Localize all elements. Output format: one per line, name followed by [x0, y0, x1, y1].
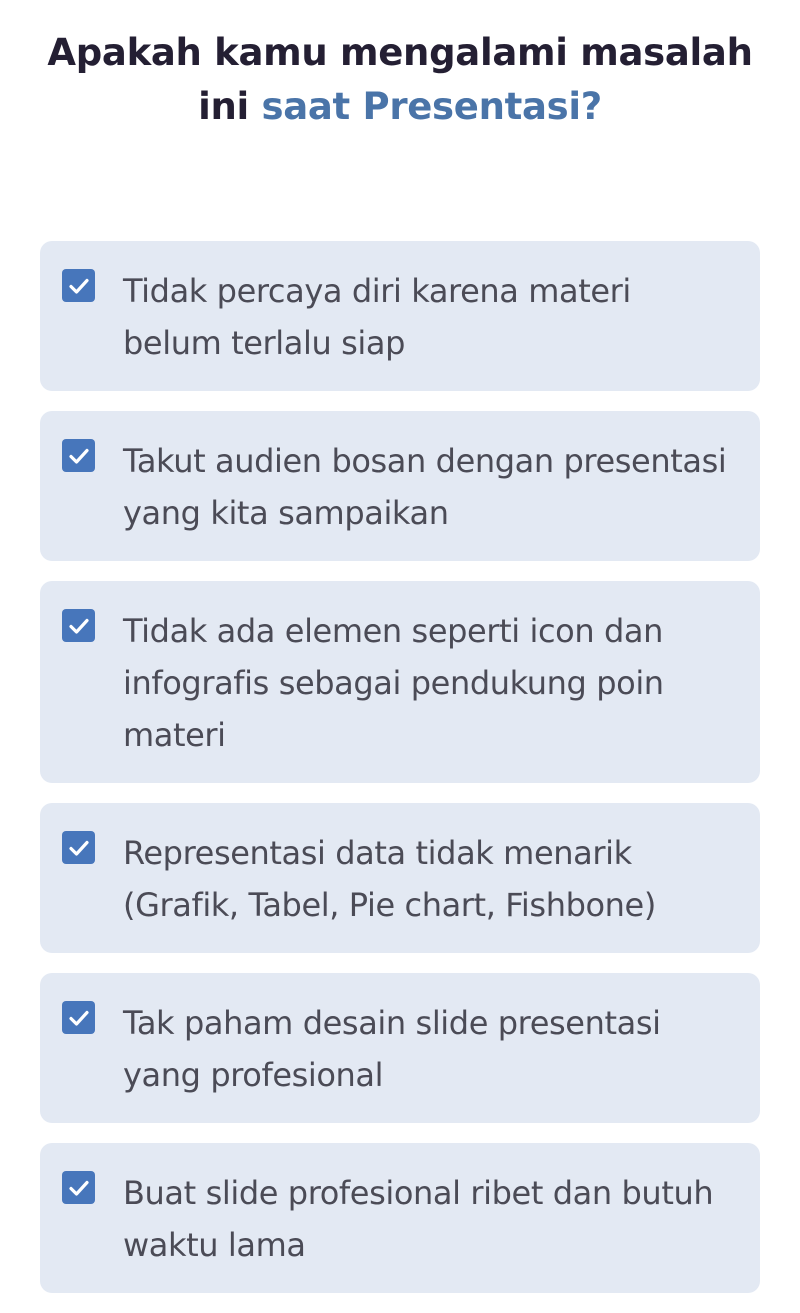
problem-card: [40, 1143, 760, 1293]
problem-card: [40, 411, 760, 561]
checkbox-checked-icon: [62, 609, 95, 642]
title-line-1: Apakah kamu mengalami masalah: [47, 31, 753, 74]
page-title: [0, 0, 800, 134]
checkbox-checked-icon: [62, 269, 95, 302]
problem-text: Buat slide profesional ribet dan butuh waktu lama: [123, 1174, 714, 1264]
checkbox-checked-icon: [62, 1001, 95, 1034]
problem-list: [40, 241, 760, 1313]
problem-text: Takut audien bosan dengan presentasi yang kita sampaikan: [123, 442, 727, 532]
problem-text: Tidak ada elemen seperti icon dan infografis sebagai pendukung poin materi: [123, 612, 664, 754]
problem-card: [40, 241, 760, 391]
checkbox-checked-icon: [62, 1171, 95, 1204]
problem-text: Tidak percaya diri karena materi belum terlalu siap: [123, 272, 631, 362]
problem-text: Tak paham desain slide presentasi yang profesional: [123, 1004, 661, 1094]
problem-text: Representasi data tidak menarik (Grafik, Tabel, Pie chart, Fishbone): [123, 834, 656, 924]
title-line-2-plain: ini: [198, 85, 249, 128]
problem-card: [40, 581, 760, 783]
checkbox-checked-icon: [62, 439, 95, 472]
problem-card: [40, 803, 760, 953]
title-line-2-accent: saat Presentasi?: [261, 85, 602, 128]
problem-card: [40, 973, 760, 1123]
checkbox-checked-icon: [62, 831, 95, 864]
